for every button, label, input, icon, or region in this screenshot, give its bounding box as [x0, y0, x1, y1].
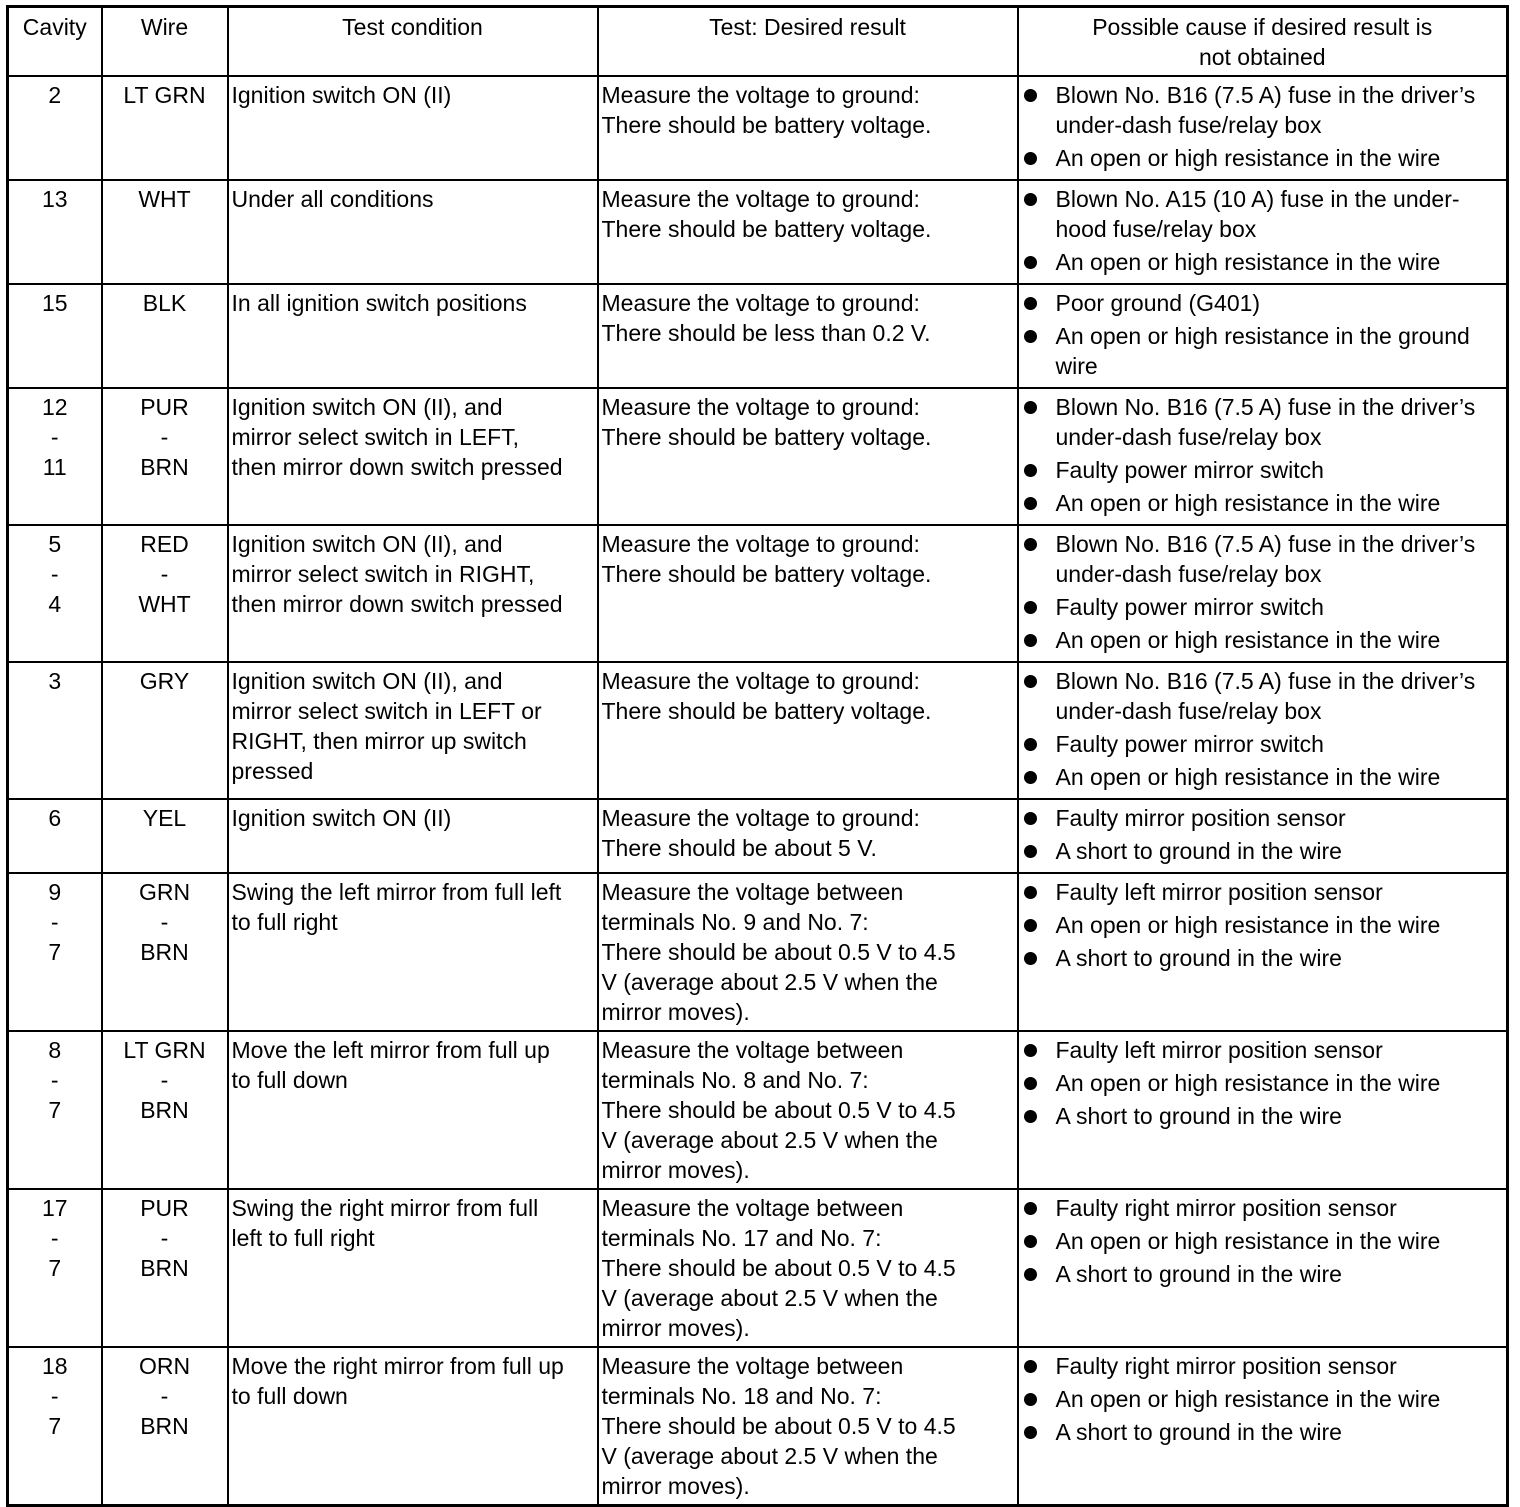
table-row — [8, 1189, 1508, 1347]
cause-text: A short to ground in the wire — [1055, 945, 1342, 971]
bullet-icon — [1024, 675, 1037, 688]
desired-result-cell-line: mirror moves). — [601, 1157, 750, 1183]
header-wire: Wire — [102, 7, 228, 77]
bullet-icon — [1024, 1077, 1037, 1090]
table-row — [8, 662, 1508, 799]
desired-result-cell-line: Measure the voltage between — [601, 1353, 904, 1379]
bullet-icon — [1024, 1393, 1037, 1406]
diagnostic-table — [6, 5, 1509, 1507]
wire-cell-line: ORN — [138, 1353, 191, 1379]
list-item — [1022, 184, 1504, 244]
list-item — [1022, 288, 1504, 318]
cavity-cell-line: 11 — [42, 454, 67, 480]
desired-result-cell-line: There should be battery voltage. — [601, 561, 932, 587]
wire-cell-line: - — [160, 1225, 169, 1251]
cavity-cell — [8, 525, 102, 662]
wire-cell-line: - — [160, 561, 169, 587]
list-item — [1022, 1035, 1504, 1065]
header-cause-line2: not obtained — [1198, 44, 1326, 70]
test-condition-cell-line: then mirror down switch pressed — [231, 454, 563, 480]
list-item — [1022, 529, 1504, 589]
cause-text: An open or high resistance in the wire — [1055, 145, 1441, 171]
wire-cell — [102, 284, 228, 388]
possible-cause-cell — [1018, 76, 1508, 180]
list-item — [1022, 910, 1504, 940]
cavity-cell-line: 7 — [48, 1255, 62, 1281]
desired-result-cell-line: V (average about 2.5 V when the — [601, 1443, 938, 1469]
bullet-icon — [1024, 1426, 1037, 1439]
diagnostic-table-sheet — [6, 5, 1506, 1499]
list-item — [1022, 836, 1504, 866]
list-item — [1022, 803, 1504, 833]
wire-cell — [102, 799, 228, 873]
cause-list — [1022, 392, 1504, 518]
cause-text: An open or high resistance in the wire — [1055, 764, 1441, 790]
desired-result-cell — [598, 180, 1018, 284]
bullet-icon — [1024, 152, 1037, 165]
desired-result-cell-line: mirror moves). — [601, 1473, 750, 1499]
test-condition-cell-line: Move the right mirror from full up — [231, 1353, 564, 1379]
desired-result-cell — [598, 76, 1018, 180]
wire-cell-line: BLK — [142, 290, 187, 316]
cavity-cell — [8, 873, 102, 1031]
wire-cell — [102, 1031, 228, 1189]
cause-text: A short to ground in the wire — [1055, 838, 1342, 864]
cavity-cell-line: 18 — [41, 1353, 68, 1379]
cause-text: Faulty mirror position sensor — [1055, 805, 1346, 831]
wire-cell-line: GRN — [138, 879, 191, 905]
test-condition-cell-line: to full down — [231, 1067, 348, 1093]
list-item — [1022, 1417, 1504, 1447]
wire-cell-line: PUR — [140, 394, 189, 420]
list-item — [1022, 143, 1504, 173]
possible-cause-cell — [1018, 873, 1508, 1031]
list-item — [1022, 1259, 1504, 1289]
test-condition-cell-line: mirror select switch in RIGHT, — [231, 561, 535, 587]
test-condition-cell — [228, 1031, 598, 1189]
wire-cell-line: BRN — [140, 939, 189, 965]
bullet-icon — [1024, 1268, 1037, 1281]
possible-cause-cell — [1018, 1347, 1508, 1506]
cause-text: An open or high resistance in the wire — [1055, 1228, 1441, 1254]
desired-result-cell — [598, 388, 1018, 525]
wire-cell-line: PUR — [140, 1195, 189, 1221]
header-cavity: Cavity — [8, 7, 102, 77]
list-item — [1022, 762, 1504, 792]
table-row — [8, 799, 1508, 873]
desired-result-cell-line: terminals No. 9 and No. 7: — [601, 909, 869, 935]
cavity-cell-line: 5 — [48, 531, 62, 557]
desired-result-cell-line: V (average about 2.5 V when the — [601, 1285, 938, 1311]
cavity-cell-line: 8 — [48, 1037, 62, 1063]
bullet-icon — [1024, 886, 1037, 899]
list-item — [1022, 1068, 1504, 1098]
cause-text: Faulty power mirror switch — [1055, 457, 1324, 483]
possible-cause-cell — [1018, 284, 1508, 388]
desired-result-cell-line: There should be battery voltage. — [601, 698, 932, 724]
desired-result-cell — [598, 1031, 1018, 1189]
cavity-cell — [8, 284, 102, 388]
wire-cell-line: BRN — [140, 1097, 189, 1123]
cavity-cell-line: 7 — [48, 1097, 62, 1123]
test-condition-cell-line: Ignition switch ON (II), and — [231, 531, 503, 557]
desired-result-cell-line: There should be about 0.5 V to 4.5 — [601, 1255, 956, 1281]
cavity-cell-line: 15 — [41, 290, 68, 316]
wire-cell — [102, 525, 228, 662]
test-condition-cell-line: to full right — [231, 909, 338, 935]
list-item — [1022, 1226, 1504, 1256]
test-condition-cell-line: mirror select switch in LEFT, — [231, 424, 520, 450]
list-item — [1022, 729, 1504, 759]
cause-list — [1022, 1035, 1504, 1131]
test-condition-cell-line: Swing the right mirror from full — [231, 1195, 539, 1221]
list-item — [1022, 247, 1504, 277]
desired-result-cell-line: There should be battery voltage. — [601, 112, 932, 138]
desired-result-cell-line: There should be about 0.5 V to 4.5 — [601, 939, 956, 965]
cavity-cell — [8, 1347, 102, 1506]
table-row — [8, 1347, 1508, 1506]
table-row — [8, 388, 1508, 525]
test-condition-cell-line: Ignition switch ON (II) — [231, 82, 452, 108]
cavity-cell — [8, 1031, 102, 1189]
desired-result-cell-line: mirror moves). — [601, 1315, 750, 1341]
cavity-cell-line: - — [50, 1383, 59, 1409]
test-condition-cell — [228, 525, 598, 662]
cavity-cell — [8, 662, 102, 799]
possible-cause-cell — [1018, 525, 1508, 662]
wire-cell-line: - — [160, 1067, 169, 1093]
wire-cell — [102, 873, 228, 1031]
cause-text: Blown No. B16 (7.5 A) fuse in the driver’s under-dash fuse/relay box — [1055, 394, 1476, 450]
bullet-icon — [1024, 952, 1037, 965]
list-item — [1022, 625, 1504, 655]
test-condition-cell — [228, 799, 598, 873]
cavity-cell-line: 17 — [41, 1195, 68, 1221]
list-item — [1022, 666, 1504, 726]
cavity-cell-line: - — [50, 561, 59, 587]
bullet-icon — [1024, 812, 1037, 825]
test-condition-cell — [228, 873, 598, 1031]
wire-cell-line: RED — [140, 531, 189, 557]
bullet-icon — [1024, 1110, 1037, 1123]
bullet-icon — [1024, 193, 1037, 206]
list-item — [1022, 321, 1504, 381]
wire-cell-line: BRN — [140, 1255, 189, 1281]
bullet-icon — [1024, 89, 1037, 102]
wire-cell-line: BRN — [140, 1413, 189, 1439]
table-row — [8, 180, 1508, 284]
list-item — [1022, 1351, 1504, 1381]
header-desired-result: Test: Desired result — [598, 7, 1018, 77]
desired-result-cell — [598, 662, 1018, 799]
table-row — [8, 1031, 1508, 1189]
test-condition-cell-line: Swing the left mirror from full left — [231, 879, 562, 905]
desired-result-cell-line: Measure the voltage to ground: — [601, 531, 920, 557]
possible-cause-cell — [1018, 180, 1508, 284]
desired-result-cell-line: terminals No. 8 and No. 7: — [601, 1067, 869, 1093]
cause-text: Poor ground (G401) — [1055, 290, 1261, 316]
bullet-icon — [1024, 601, 1037, 614]
bullet-icon — [1024, 256, 1037, 269]
cavity-cell — [8, 799, 102, 873]
desired-result-cell-line: mirror moves). — [601, 999, 750, 1025]
test-condition-cell — [228, 388, 598, 525]
possible-cause-cell — [1018, 662, 1508, 799]
desired-result-cell — [598, 284, 1018, 388]
cause-list — [1022, 877, 1504, 973]
cavity-cell-line: 6 — [48, 805, 62, 831]
test-condition-cell — [228, 662, 598, 799]
test-condition-cell-line: Move the left mirror from full up — [231, 1037, 550, 1063]
desired-result-cell-line: Measure the voltage between — [601, 1037, 904, 1063]
list-item — [1022, 592, 1504, 622]
desired-result-cell-line: Measure the voltage between — [601, 879, 904, 905]
test-condition-cell-line: Under all conditions — [231, 186, 434, 212]
test-condition-cell-line: Ignition switch ON (II) — [231, 805, 452, 831]
cause-text: Blown No. A15 (10 A) fuse in the under-hood fuse/relay box — [1055, 186, 1460, 242]
wire-cell-line: BRN — [140, 454, 189, 480]
cavity-cell — [8, 1189, 102, 1347]
bullet-icon — [1024, 919, 1037, 932]
cause-list — [1022, 80, 1504, 173]
cause-text: An open or high resistance in the wire — [1055, 490, 1441, 516]
table-row — [8, 76, 1508, 180]
wire-cell — [102, 180, 228, 284]
desired-result-cell-line: There should be battery voltage. — [601, 216, 932, 242]
table-row — [8, 284, 1508, 388]
possible-cause-cell — [1018, 388, 1508, 525]
desired-result-cell-line: Measure the voltage to ground: — [601, 186, 920, 212]
possible-cause-cell — [1018, 1031, 1508, 1189]
test-condition-cell-line: left to full right — [231, 1225, 375, 1251]
cavity-cell-line: 3 — [48, 668, 62, 694]
cavity-cell-line: 13 — [41, 186, 68, 212]
desired-result-cell — [598, 873, 1018, 1031]
cavity-cell-line: 2 — [48, 82, 62, 108]
cavity-cell-line: - — [50, 909, 59, 935]
desired-result-cell-line: There should be about 0.5 V to 4.5 — [601, 1097, 956, 1123]
cavity-cell — [8, 180, 102, 284]
desired-result-cell-line: V (average about 2.5 V when the — [601, 1127, 938, 1153]
header-cause-line1: Possible cause if desired result is — [1092, 14, 1433, 40]
test-condition-cell — [228, 284, 598, 388]
cause-text: An open or high resistance in the wire — [1055, 912, 1441, 938]
list-item — [1022, 943, 1504, 973]
cause-text: Blown No. B16 (7.5 A) fuse in the driver’s under-dash fuse/relay box — [1055, 668, 1476, 724]
list-item — [1022, 1384, 1504, 1414]
bullet-icon — [1024, 1202, 1037, 1215]
wire-cell — [102, 1189, 228, 1347]
test-condition-cell — [228, 1347, 598, 1506]
test-condition-cell — [228, 1189, 598, 1347]
cavity-cell — [8, 388, 102, 525]
header-possible-cause — [1018, 7, 1508, 77]
wire-cell-line: - — [160, 909, 169, 935]
cavity-cell-line: - — [50, 1067, 59, 1093]
cavity-cell-line: 4 — [48, 591, 62, 617]
desired-result-cell-line: terminals No. 17 and No. 7: — [601, 1225, 882, 1251]
desired-result-cell-line: There should be about 5 V. — [601, 835, 877, 861]
bullet-icon — [1024, 497, 1037, 510]
wire-cell-line: WHT — [138, 591, 191, 617]
desired-result-cell-line: Measure the voltage between — [601, 1195, 904, 1221]
cause-text: A short to ground in the wire — [1055, 1419, 1342, 1445]
cause-list — [1022, 803, 1504, 866]
list-item — [1022, 392, 1504, 452]
desired-result-cell — [598, 799, 1018, 873]
desired-result-cell-line: Measure the voltage to ground: — [601, 82, 920, 108]
test-condition-cell-line: Ignition switch ON (II), and — [231, 668, 503, 694]
list-item — [1022, 877, 1504, 907]
wire-cell — [102, 1347, 228, 1506]
desired-result-cell — [598, 1189, 1018, 1347]
test-condition-cell-line: RIGHT, then mirror up switch — [231, 728, 527, 754]
test-condition-cell-line: In all ignition switch positions — [231, 290, 527, 316]
cause-text: Faulty power mirror switch — [1055, 594, 1324, 620]
cavity-cell-line: 9 — [48, 879, 62, 905]
cause-text: Blown No. B16 (7.5 A) fuse in the driver’s under-dash fuse/relay box — [1055, 82, 1476, 138]
list-item — [1022, 488, 1504, 518]
wire-cell-line: YEL — [142, 805, 187, 831]
cause-text: Blown No. B16 (7.5 A) fuse in the driver’s under-dash fuse/relay box — [1055, 531, 1476, 587]
wire-cell-line: - — [160, 1383, 169, 1409]
wire-cell-line: WHT — [138, 186, 191, 212]
desired-result-cell-line: terminals No. 18 and No. 7: — [601, 1383, 882, 1409]
desired-result-cell-line: Measure the voltage to ground: — [601, 394, 920, 420]
cause-text: An open or high resistance in the wire — [1055, 1070, 1441, 1096]
cavity-cell — [8, 76, 102, 180]
bullet-icon — [1024, 330, 1037, 343]
wire-cell-line: LT GRN — [123, 82, 206, 108]
test-condition-cell-line: pressed — [231, 758, 314, 784]
cause-list — [1022, 666, 1504, 792]
cause-text: Faulty power mirror switch — [1055, 731, 1324, 757]
desired-result-cell-line: Measure the voltage to ground: — [601, 668, 920, 694]
test-condition-cell-line: to full down — [231, 1383, 348, 1409]
desired-result-cell-line: Measure the voltage to ground: — [601, 290, 920, 316]
wire-cell-line: - — [160, 424, 169, 450]
bullet-icon — [1024, 634, 1037, 647]
possible-cause-cell — [1018, 1189, 1508, 1347]
cause-text: A short to ground in the wire — [1055, 1103, 1342, 1129]
wire-cell-line: GRY — [139, 668, 190, 694]
cause-list — [1022, 288, 1504, 381]
bullet-icon — [1024, 464, 1037, 477]
cavity-cell-line: 7 — [48, 939, 62, 965]
desired-result-cell-line: There should be less than 0.2 V. — [601, 320, 931, 346]
table-row — [8, 525, 1508, 662]
test-condition-cell — [228, 180, 598, 284]
header-test-condition: Test condition — [228, 7, 598, 77]
cause-list — [1022, 1193, 1504, 1289]
wire-cell — [102, 662, 228, 799]
test-condition-cell-line: Ignition switch ON (II), and — [231, 394, 503, 420]
desired-result-cell-line: There should be about 0.5 V to 4.5 — [601, 1413, 956, 1439]
cause-text: Faulty right mirror position sensor — [1055, 1195, 1397, 1221]
cause-text: An open or high resistance in the wire — [1055, 249, 1441, 275]
bullet-icon — [1024, 1235, 1037, 1248]
cavity-cell-line: 12 — [41, 394, 68, 420]
wire-cell — [102, 388, 228, 525]
desired-result-cell-line: Measure the voltage to ground: — [601, 805, 920, 831]
header-row — [8, 7, 1508, 77]
bullet-icon — [1024, 538, 1037, 551]
bullet-icon — [1024, 1044, 1037, 1057]
test-condition-cell — [228, 76, 598, 180]
table-body — [8, 76, 1508, 1506]
cause-list — [1022, 184, 1504, 277]
list-item — [1022, 80, 1504, 140]
wire-cell — [102, 76, 228, 180]
cause-text: Faulty left mirror position sensor — [1055, 879, 1383, 905]
table-row — [8, 873, 1508, 1031]
desired-result-cell-line: There should be battery voltage. — [601, 424, 932, 450]
wire-cell-line: LT GRN — [123, 1037, 206, 1063]
cavity-cell-line: - — [50, 1225, 59, 1251]
desired-result-cell — [598, 525, 1018, 662]
bullet-icon — [1024, 1360, 1037, 1373]
cavity-cell-line: 7 — [48, 1413, 62, 1439]
desired-result-cell — [598, 1347, 1018, 1506]
bullet-icon — [1024, 401, 1037, 414]
desired-result-cell-line: V (average about 2.5 V when the — [601, 969, 938, 995]
cause-list — [1022, 529, 1504, 655]
cause-text: Faulty left mirror position sensor — [1055, 1037, 1383, 1063]
cause-text: An open or high resistance in the ground wire — [1055, 323, 1470, 379]
list-item — [1022, 1193, 1504, 1223]
cause-text: An open or high resistance in the wire — [1055, 627, 1441, 653]
cavity-cell-line: - — [50, 424, 59, 450]
list-item — [1022, 1101, 1504, 1131]
cause-text: A short to ground in the wire — [1055, 1261, 1342, 1287]
bullet-icon — [1024, 845, 1037, 858]
cause-list — [1022, 1351, 1504, 1447]
cause-text: An open or high resistance in the wire — [1055, 1386, 1441, 1412]
list-item — [1022, 455, 1504, 485]
cause-text: Faulty right mirror position sensor — [1055, 1353, 1397, 1379]
bullet-icon — [1024, 771, 1037, 784]
possible-cause-cell — [1018, 799, 1508, 873]
test-condition-cell-line: mirror select switch in LEFT or — [231, 698, 542, 724]
test-condition-cell-line: then mirror down switch pressed — [231, 591, 563, 617]
bullet-icon — [1024, 297, 1037, 310]
bullet-icon — [1024, 738, 1037, 751]
